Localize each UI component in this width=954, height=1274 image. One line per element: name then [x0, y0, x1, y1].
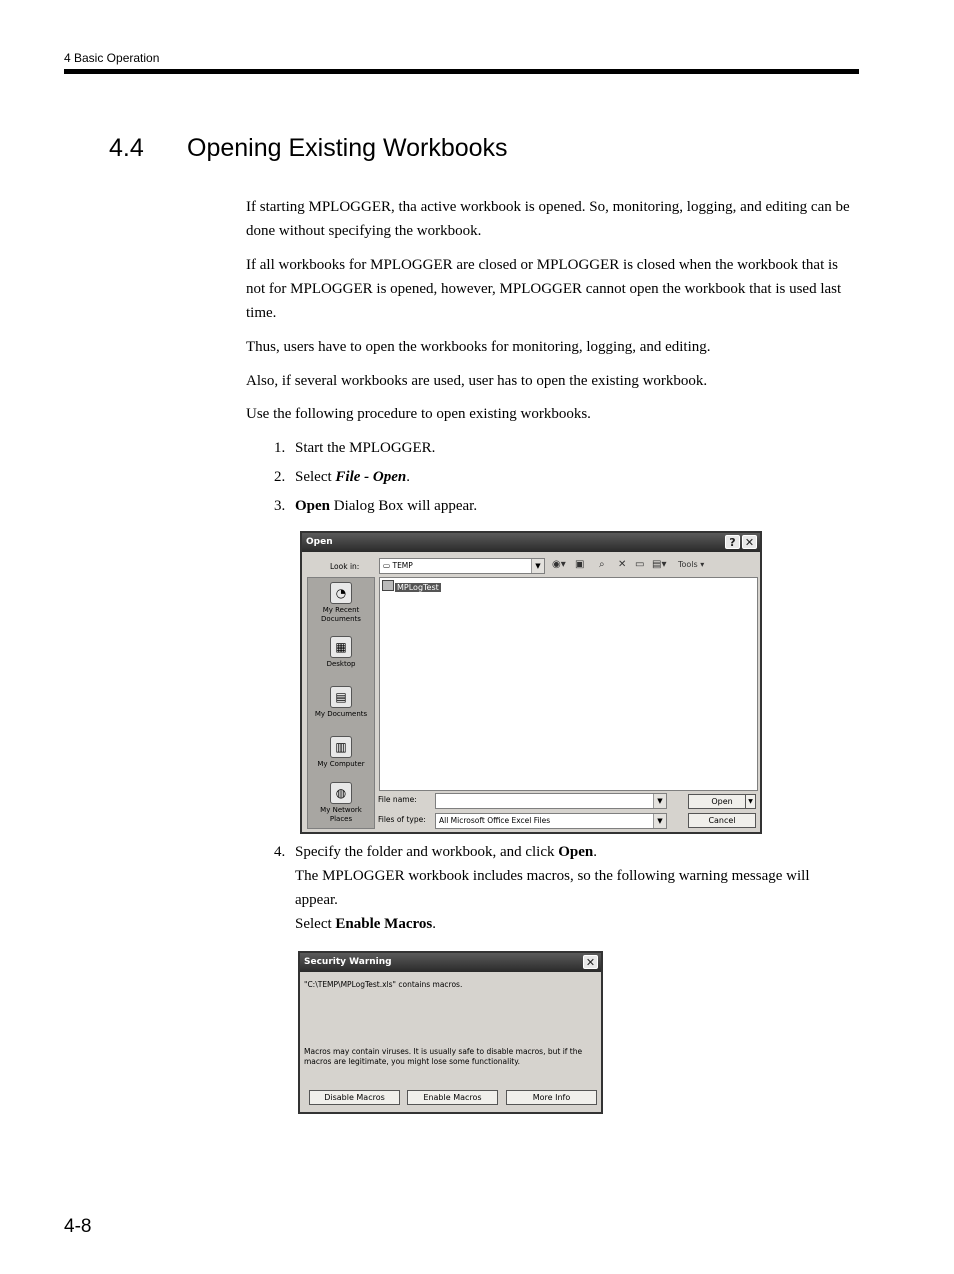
close-icon[interactable]: ✕	[583, 955, 598, 969]
list-item[interactable]: MPLogTest	[382, 580, 441, 593]
page-number: 4-8	[64, 1216, 92, 1237]
place-desktop[interactable]: ▦ Desktop	[308, 636, 374, 669]
tools-menu[interactable]: Tools ▾	[678, 560, 705, 569]
look-in-select[interactable]: ▭ TEMP ▼	[379, 558, 545, 574]
back-icon[interactable]: ◉▾	[552, 559, 566, 570]
new-folder-icon[interactable]: ▭	[635, 559, 645, 570]
security-warning-dialog	[298, 951, 603, 1114]
intro-paragraph-4: Also, if several workbooks are used, user has to open the existing workbook.	[246, 373, 708, 389]
place-my-documents[interactable]: ▤ My Documents	[308, 686, 374, 719]
section-title	[109, 134, 508, 163]
disable-macros-button[interactable]: Disable Macros	[309, 1090, 400, 1105]
place-my-network-places[interactable]: ◍ My Network Places	[308, 782, 374, 824]
look-in-label: Look in:	[330, 562, 360, 571]
open-button[interactable]: Open ▼	[688, 794, 756, 809]
views-icon[interactable]: ▤▾	[652, 559, 667, 570]
intro-paragraph-3: Thus, users have to open the workbooks for monitoring, logging, and editing.	[246, 339, 711, 355]
intro-paragraph-1: If starting MPLOGGER, tha active workbook is opened. So, monitoring, logging, and editing can be done without specifying the workbook.	[246, 199, 850, 239]
clock-icon: ◔	[330, 582, 352, 604]
computer-icon: ▥	[330, 736, 352, 758]
chevron-down-icon[interactable]: ▼	[745, 795, 755, 808]
step-2: 2. Select File - Open.	[274, 469, 410, 485]
intro-paragraph-2: If all workbooks for MPLOGGER are closed or MPLOGGER is closed when the workbook that is not for MPLOGGER is opened, however, MPLOGGER cannot open the workbook that is used last time.	[246, 257, 842, 321]
open-dialog	[300, 531, 762, 834]
documents-icon: ▤	[330, 686, 352, 708]
step-4: 4. Specify the folder and workbook, and click Open. The MPLOGGER workbook includes macros, so the following warning message will appear. Select Enable Macros.	[274, 844, 810, 932]
files-of-type-select[interactable]: All Microsoft Office Excel Files ▼	[435, 813, 667, 829]
network-icon: ◍	[330, 782, 352, 804]
places-bar	[307, 577, 375, 829]
files-of-type-label: Files of type:	[378, 815, 426, 824]
delete-icon[interactable]: ✕	[618, 559, 627, 570]
desktop-icon: ▦	[330, 636, 352, 658]
file-name-label: File name:	[378, 795, 417, 804]
macro-warning-message: Macros may contain viruses. It is usually safe to disable macros, but if the macros are legitimate, you might lose some functionality.	[304, 1047, 583, 1066]
cancel-button[interactable]: Cancel	[688, 813, 756, 828]
header-rule	[64, 69, 859, 74]
folder-icon: ▭	[383, 561, 393, 570]
close-icon[interactable]: ✕	[742, 535, 757, 549]
place-my-computer[interactable]: ▥ My Computer	[308, 736, 374, 769]
more-info-button[interactable]: More Info	[506, 1090, 597, 1105]
place-my-recent-documents[interactable]: ◔ My Recent Documents	[308, 582, 374, 624]
chapter-label: 4 Basic Operation	[64, 51, 160, 65]
security-dialog-titlebar: Security Warning ✕	[300, 953, 601, 972]
chevron-down-icon: ▼	[653, 794, 666, 808]
section-number: 4.4	[109, 134, 144, 162]
section-heading: Opening Existing Workbooks	[187, 134, 508, 162]
file-name-input[interactable]	[435, 793, 667, 809]
macro-file-message: "C:\TEMP\MPLogTest.xls" contains macros.	[304, 980, 463, 989]
up-folder-icon[interactable]: ▣	[575, 559, 585, 570]
open-dialog-titlebar: Open ? ✕	[302, 533, 760, 552]
excel-file-icon	[382, 580, 394, 591]
help-icon[interactable]: ?	[725, 535, 740, 549]
file-list[interactable]	[379, 577, 758, 791]
search-web-icon[interactable]: ⌕	[599, 559, 605, 570]
chevron-down-icon: ▼	[531, 559, 544, 573]
chevron-down-icon: ▼	[653, 814, 666, 828]
intro-paragraph-5: Use the following procedure to open existing workbooks.	[246, 406, 591, 422]
step-3: 3. Open Dialog Box will appear.	[274, 498, 478, 514]
step-1: 1. Start the MPLOGGER.	[274, 440, 436, 456]
enable-macros-button[interactable]: Enable Macros	[407, 1090, 498, 1105]
